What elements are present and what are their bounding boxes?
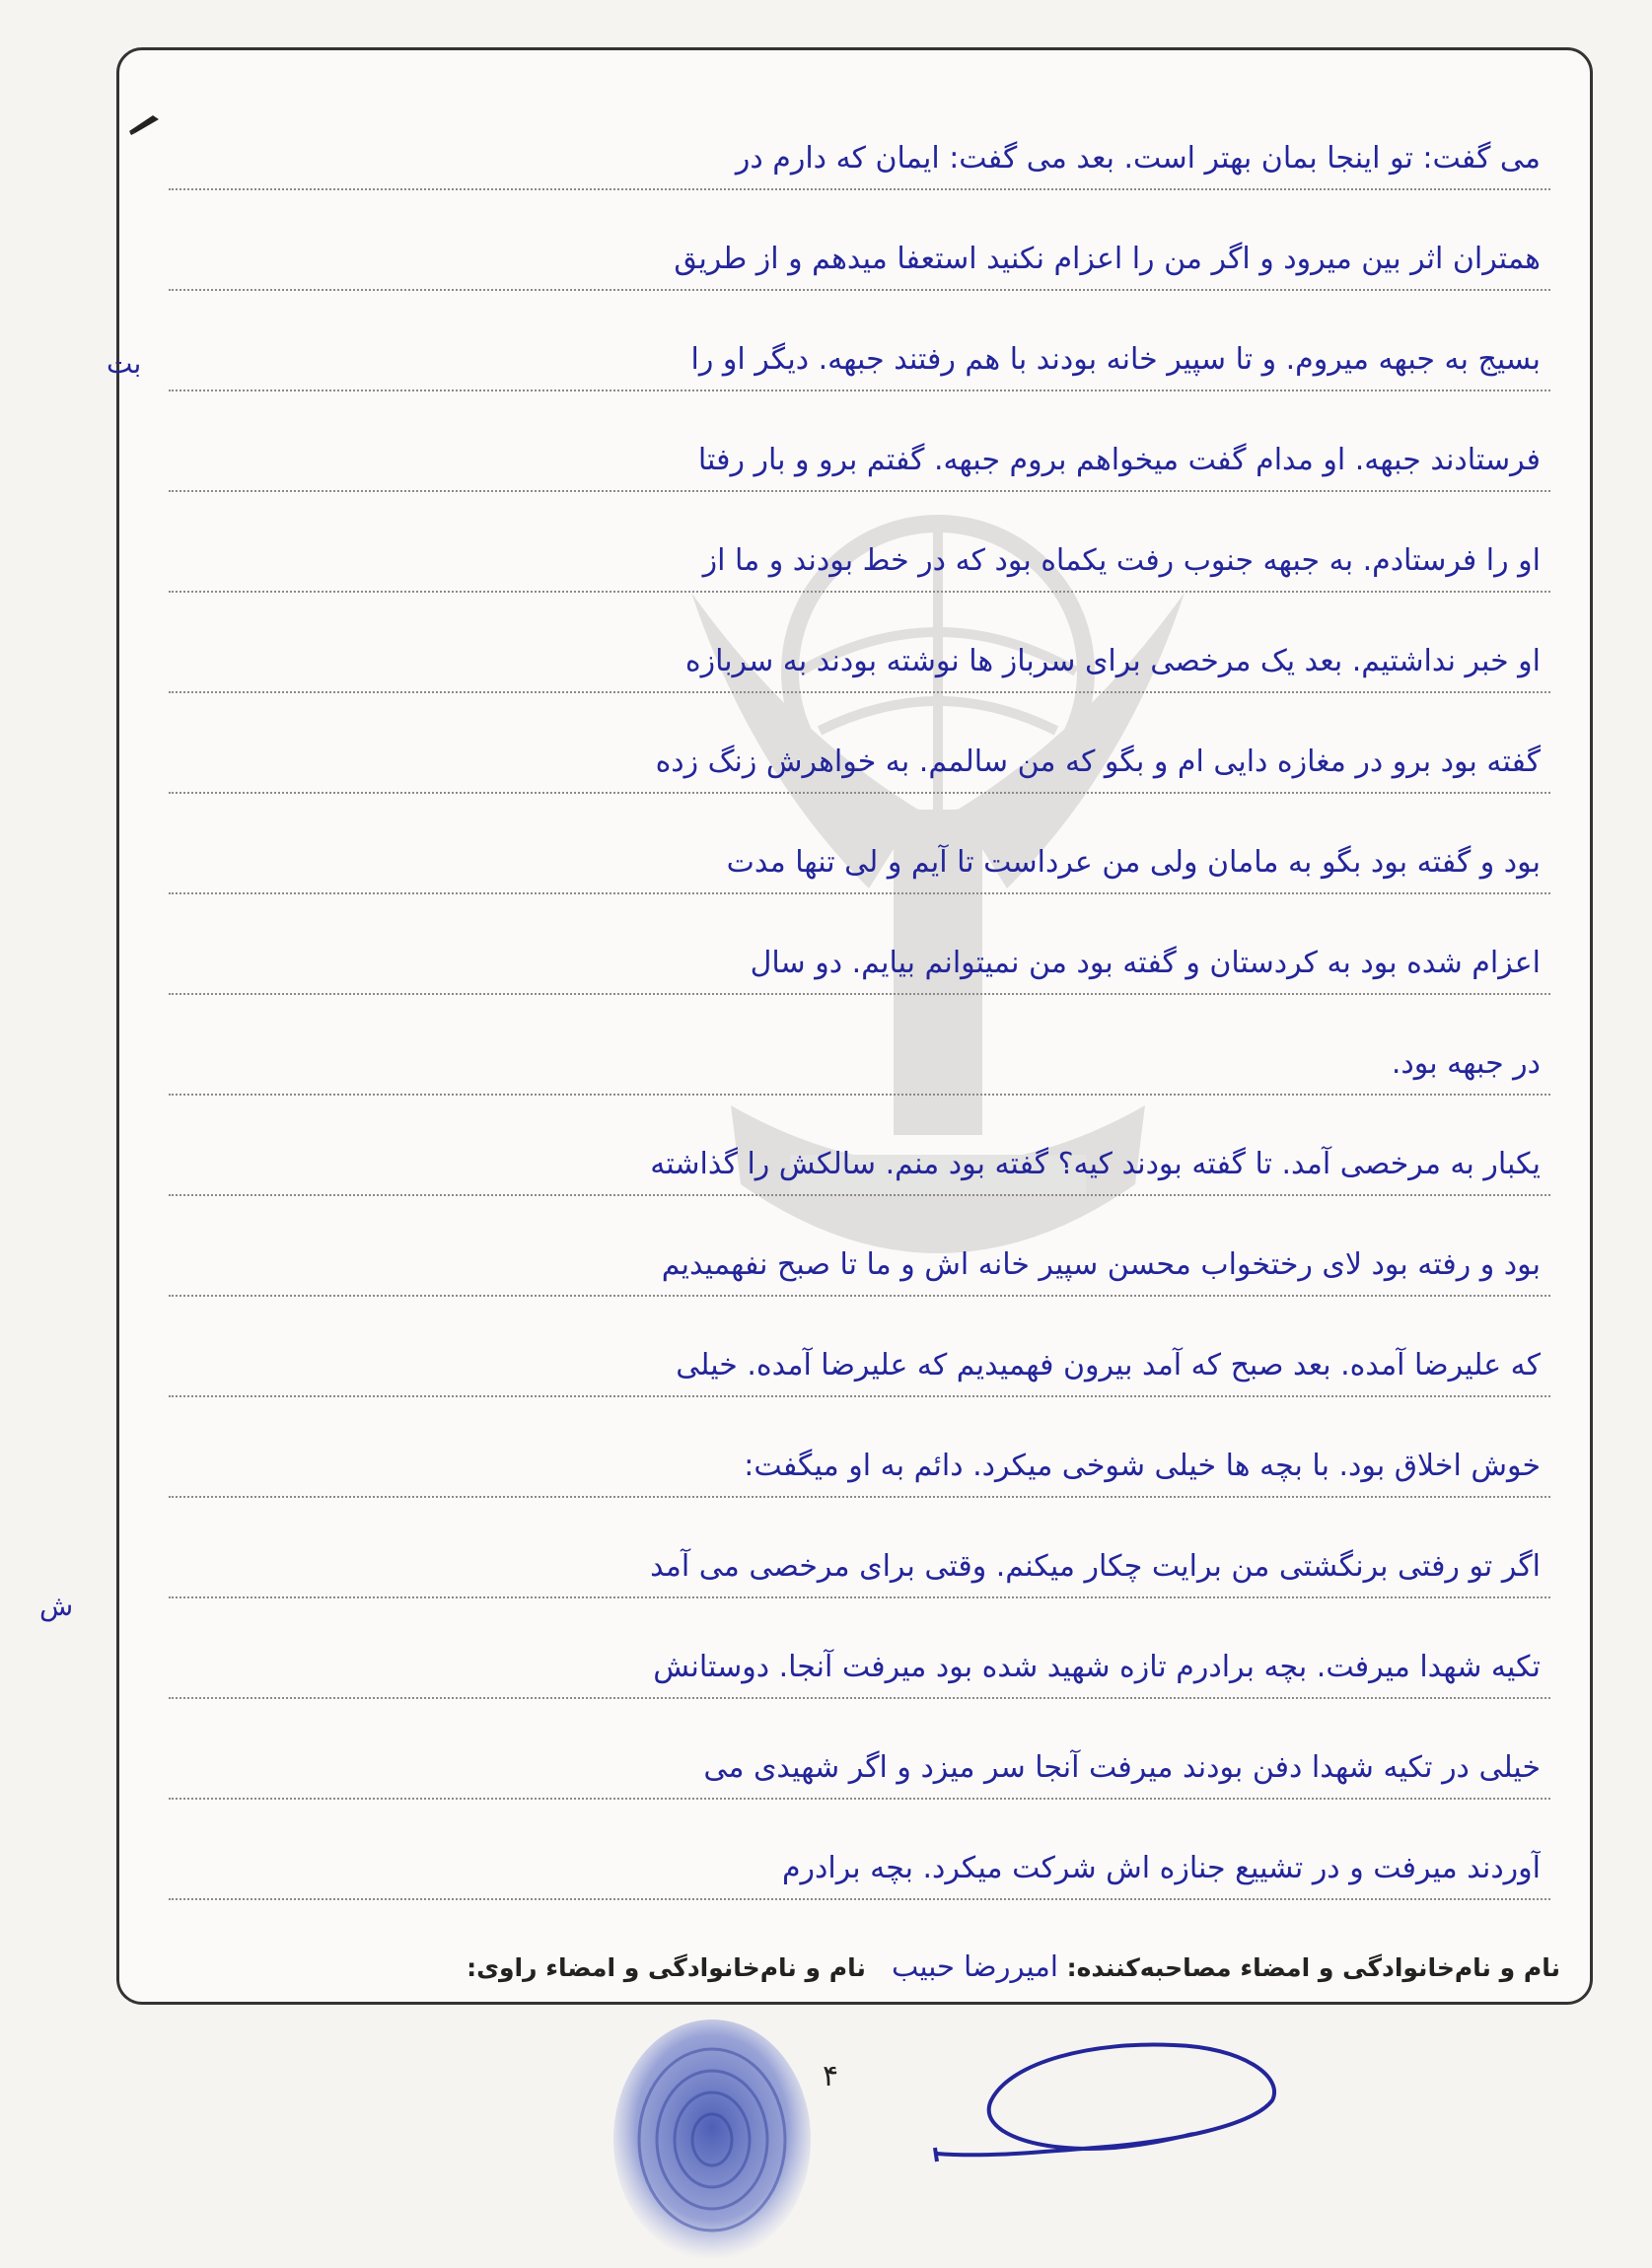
line-row (169, 583, 1550, 693)
line-row (169, 885, 1550, 995)
handwritten-line: اگر تو رفتی برنگشتی من برایت چکار میکنم. وقتی برای مرخصی می آمد (650, 1549, 1541, 1584)
handwritten-line: تکیه شهدا میرفت. بچه برادرم تازه شهید شده بود میرفت آنجا. دوستانش (653, 1650, 1541, 1684)
line-row (169, 784, 1550, 894)
footer-signature-labels (149, 1949, 1560, 1983)
handwritten-line: خوش اخلاق بود. با بچه ها خیلی شوخی میکرد. دائم به او میگفت: (744, 1449, 1541, 1483)
handwritten-line: بود و گفته بود بگو به مامان ولی من عرداست تا آیم و لی تنها مدت (726, 845, 1541, 880)
line-row (169, 1287, 1550, 1397)
line-row (169, 1186, 1550, 1297)
line-row (169, 382, 1550, 492)
margin-note: بت (107, 347, 142, 380)
line-row (169, 1790, 1550, 1900)
line-row (169, 482, 1550, 593)
handwritten-line: یکبار به مرخصی آمد. تا گفته بودند کیه؟ گفته بود منم. سالکش را گذاشته (650, 1147, 1541, 1181)
pen-icon (127, 111, 161, 135)
interviewer-name-handwritten: امیررضا حبیب (891, 1949, 1058, 1983)
handwritten-line: اعزام شده بود به کردستان و گفته بود من نمیتوانم بیایم. دو سال (750, 946, 1541, 980)
line-row (169, 1589, 1550, 1699)
line-row (169, 80, 1550, 190)
handwritten-line: او را فرستادم. به جبهه جنوب رفت یکماه بود که در خط بودند و ما از (702, 543, 1541, 578)
line-row (169, 281, 1550, 391)
line-row (169, 1387, 1550, 1498)
margin-note: ش (39, 1590, 74, 1622)
handwritten-line: که علیرضا آمده. بعد صبح که آمد بیرون فهمیدیم که علیرضا آمده. خیلی (676, 1348, 1541, 1382)
narrator-label: نام و نام‌خانوادگی و امضاء راوی: (467, 1953, 866, 1982)
line-row (169, 1488, 1550, 1598)
handwritten-line: آوردند میرفت و در تشییع جنازه اش شرکت میکرد. بچه برادرم (781, 1851, 1541, 1885)
handwritten-line: بود و رفته بود لای رختخواب محسن سپیر خانه اش و ما تا صبح نفهمیدیم (661, 1247, 1541, 1282)
interviewer-label: نام و نام‌خانوادگی و امضاء مصاحبه‌کننده: (1066, 1953, 1560, 1982)
handwritten-line: در جبهه بود. (1391, 1046, 1541, 1081)
handwritten-lines (119, 50, 1590, 2002)
page-frame (116, 47, 1593, 2005)
page-number: ۴ (823, 2059, 839, 2093)
handwritten-line: می گفت: تو اینجا بمان بهتر است. بعد می گفت: ایمان که دارم در (735, 141, 1541, 176)
signature (917, 2031, 1292, 2179)
line-row (169, 1086, 1550, 1196)
line-row (169, 1689, 1550, 1800)
handwritten-line: فرستادند جبهه. او مدام گفت میخواهم بروم جبهه. گفتم برو و بار رفتا (697, 443, 1541, 477)
handwritten-line: خیلی در تکیه شهدا دفن بودند میرفت آنجا سر میزد و اگر شهیدی می (703, 1750, 1541, 1785)
line-row (169, 180, 1550, 291)
line-row (169, 985, 1550, 1096)
handwritten-line: گفته بود برو در مغازه دایی ام و بگو که من سالمم. به خواهرش زنگ زده (655, 744, 1541, 779)
handwritten-line: همتران اثر بین میرود و اگر من را اعزام نکنید استعفا میدهم و از طریق (674, 242, 1541, 276)
line-row (169, 683, 1550, 794)
handwritten-line: بسیج به جبهه میروم. و تا سپیر خانه بودند با هم رفتند جبهه. دیگر او را (690, 342, 1541, 377)
thumbprint (604, 2012, 821, 2268)
handwritten-line: او خبر نداشتیم. بعد یک مرخصی برای سرباز ها نوشته بودند به سربازه (684, 644, 1541, 678)
